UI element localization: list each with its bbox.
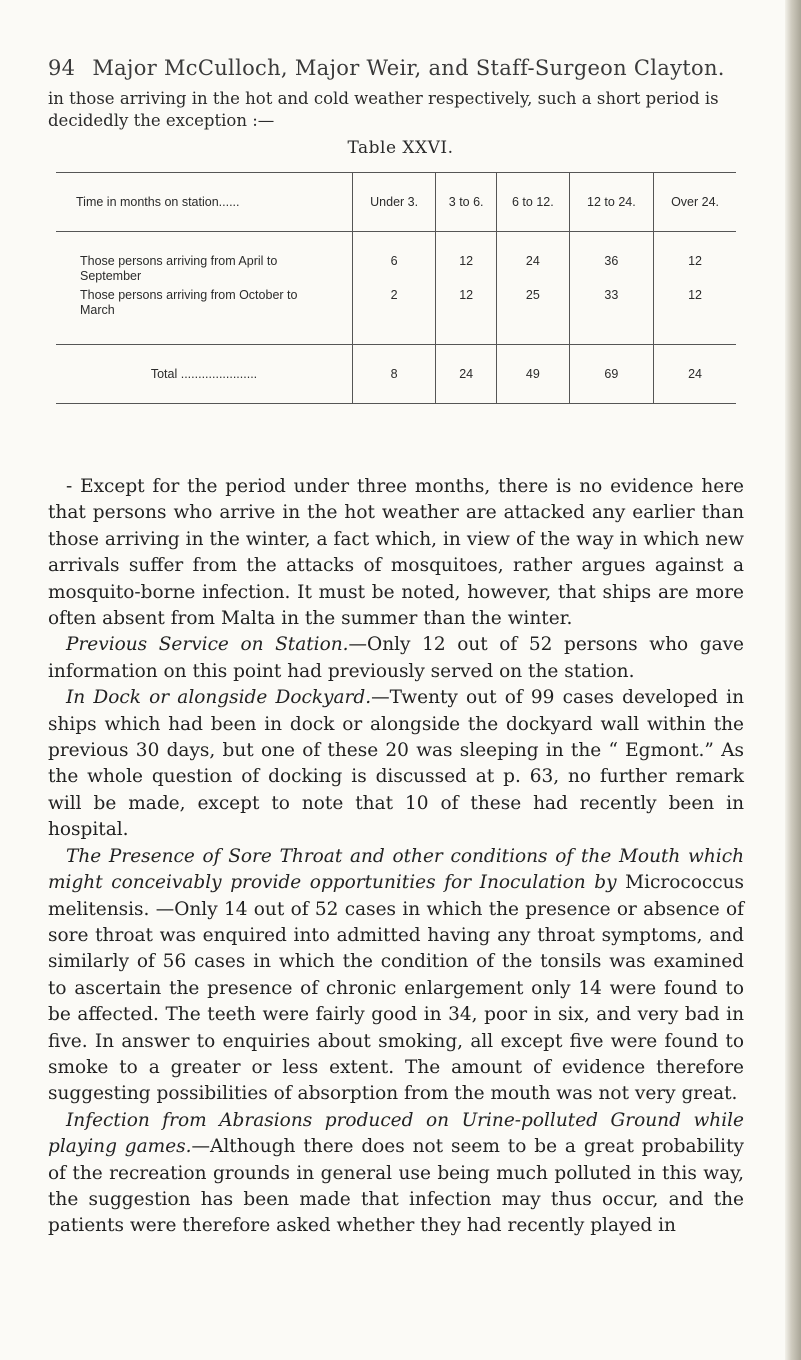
table-cell: 24 [654, 345, 736, 404]
table-cell: 49 [497, 345, 570, 404]
total-label: Total ...................... [56, 345, 353, 404]
table-cell: 6 [353, 232, 436, 289]
paragraph-heading: The Presence of Sore Throat and other conditions of the Mouth which might conceivably provide opportunities for Inoculation by [48, 845, 744, 894]
table-header-row [56, 173, 736, 232]
paragraph-text: —Twenty out of 99 cases developed in ships which had been in dock or alongside the dockyard wall within the previous 30 days, but one of these 20 was sleeping in the “ Egmont.” As the whole question of docking is discussed at p. 63, no further remark will be made, except to note that 10 of these had recently been in hospital. [48, 687, 744, 841]
table-cell: 12 [436, 232, 497, 289]
column-header: 3 to 6. [436, 173, 497, 232]
paragraph [48, 474, 744, 632]
paragraph-heading: In Dock or alongside Dockyard. [66, 687, 372, 709]
running-header [48, 56, 748, 80]
table-row [56, 232, 736, 289]
intro-text: in those arriving in the hot and cold weather respectively, such a short period is decidedly the exception :— [48, 89, 719, 130]
paragraph-heading: Infection from Abrasions produced on Urine-polluted Ground while playing games. [48, 1109, 744, 1158]
running-title: Major McCulloch, Major Weir, and Staff-Surgeon Clayton. [92, 56, 725, 80]
data-table [56, 172, 736, 404]
paragraph [48, 1108, 744, 1240]
paragraph [48, 632, 744, 685]
table-cell: 24 [497, 232, 570, 289]
table-cell: 2 [353, 288, 436, 345]
paragraph [48, 685, 744, 843]
paragraph-text: —Only 12 out of 52 persons who gave information on this point had previously served on the station. [48, 634, 744, 682]
table-title: Table XXVI. [347, 138, 454, 158]
paragraph-text: Micrococcus melitensis. —Only 14 out of 52 cases in which the presence or absence of sore throat was enquired into admitted having any throat symptoms, and similarly of 56 cases in which the condition of the tonsils was examined to ascertain the presence of chronic enlargement only 14 were found to be affected. The teeth were fairly good in 34, poor in six, and very bad in five. In answer to enquiries about smoking, all except five were found to smoke to a greater or less extent. The amount of evidence therefore suggesting possibilities of absorption from the mouth was not very great. [48, 872, 744, 1105]
table-cell: 12 [688, 254, 702, 268]
table-cell: 33 [569, 288, 653, 345]
page-edge-shadow [785, 0, 801, 1360]
column-header: 12 to 24. [569, 173, 653, 232]
body-text [48, 474, 744, 1240]
table-cell: 12 [436, 288, 497, 345]
table-cell: 36 [569, 232, 653, 289]
table-total-row [56, 345, 736, 404]
table-cell: 69 [569, 345, 653, 404]
column-header: Under 3. [353, 173, 436, 232]
column-header: 6 to 12. [497, 173, 570, 232]
paragraph-text: —Although there does not seem to be a great probability of the recreation grounds in general use being much polluted in this way, the suggestion has been made that infection may thus occur, and the patients were therefore asked whether they had recently played in [48, 1136, 744, 1237]
page-number: 94 [48, 56, 76, 80]
table-cell: 8 [353, 345, 436, 404]
table-row [56, 288, 736, 345]
table-cell: 24 [436, 345, 497, 404]
column-header: Over 24. [654, 173, 736, 232]
paragraph-heading: Previous Service on Station. [66, 634, 349, 656]
table-cell: 12 [688, 288, 702, 302]
paragraph-text: - Except for the period under three months, there is no evidence here that persons who arrive in the hot weather are attacked any earlier than those arriving in the winter, a fact which, in view of the way in which new arrivals suffer from the attacks of mosquitoes, rather argues against a mosquito-borne infection. It must be noted, however, that ships are more often absent from Malta in the summer than the winter. [48, 476, 744, 630]
row-label: Those persons arriving from April to September [56, 232, 353, 289]
row-header-cell: Time in months on station...... [56, 173, 353, 232]
row-label: Those persons arriving from October to March [56, 288, 353, 345]
table-cell: 25 [497, 288, 570, 345]
paragraph [48, 844, 744, 1108]
